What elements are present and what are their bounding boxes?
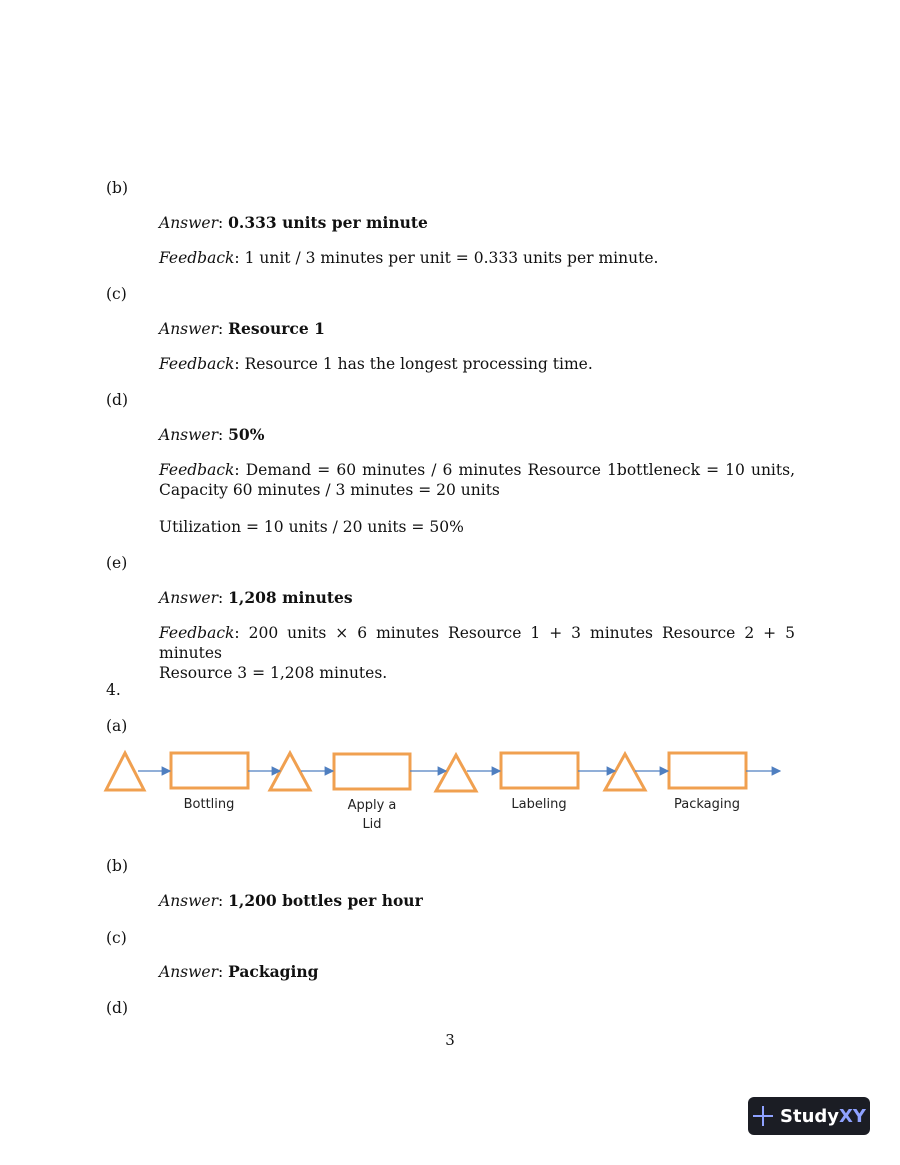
feedback-prefix: Feedback xyxy=(159,355,235,373)
part-label-a: (a) xyxy=(106,717,128,735)
answer-value: 0.333 units per minute xyxy=(228,213,428,232)
step-label-apply-lid: Apply a xyxy=(347,798,397,813)
feedback-line: Feedback: Resource 1 has the longest processing time. xyxy=(159,355,593,373)
answer-line: Answer: Packaging xyxy=(159,962,319,981)
part-label-d: (d) xyxy=(106,391,129,409)
process-flow-diagram xyxy=(100,742,790,842)
step-label-labeling: Labeling xyxy=(511,797,567,812)
answer-line: Answer: 1,208 minutes xyxy=(159,588,353,607)
feedback-line-1: Feedback: 200 units × 6 minutes Resource 1 + 3 minutes Resource 2 + 5 minutes xyxy=(159,624,795,662)
answer-prefix: Answer xyxy=(159,963,218,981)
answer-prefix: Answer xyxy=(159,320,218,338)
feedback-paragraph xyxy=(159,460,795,500)
feedback-line: Feedback: 1 unit / 3 minutes per unit = 0.333 units per minute. xyxy=(159,249,659,267)
inventory-triangle xyxy=(605,754,645,790)
feedback-text: 1 unit / 3 minutes per unit = 0.333 units per minute. xyxy=(244,249,659,267)
feedback-paragraph xyxy=(159,623,795,683)
feedback-prefix: Feedback xyxy=(159,624,235,642)
feedback-prefix: Feedback xyxy=(159,461,235,479)
answer-value: Resource 1 xyxy=(228,319,325,338)
answer-value: 1,208 minutes xyxy=(228,588,353,607)
plus-icon xyxy=(752,1105,774,1127)
answer-prefix: Answer xyxy=(159,426,218,444)
part-label-b: (b) xyxy=(106,857,129,875)
part-label-b: (b) xyxy=(106,179,129,197)
answer-prefix: Answer xyxy=(159,589,218,607)
answer-value: 50% xyxy=(228,425,265,444)
answer-line: Answer: Resource 1 xyxy=(159,319,325,338)
answer-value: Packaging xyxy=(228,962,319,981)
feedback-line-2: Capacity 60 minutes / 3 minutes = 20 units xyxy=(159,481,500,499)
step-label-apply-lid-line2: Lid xyxy=(362,817,382,832)
studyxy-badge[interactable] xyxy=(748,1097,870,1135)
feedback-text: Resource 1 has the longest processing time. xyxy=(244,355,593,373)
step-label-bottling: Bottling xyxy=(183,797,235,812)
answer-prefix: Answer xyxy=(159,892,218,910)
answer-line: Answer: 0.333 units per minute xyxy=(159,213,428,232)
answer-line: Answer: 50% xyxy=(159,425,265,444)
feedback-prefix: Feedback xyxy=(159,249,235,267)
process-box-apply-lid xyxy=(334,754,410,789)
part-label-c: (c) xyxy=(106,929,127,947)
brand-accent: XY xyxy=(839,1105,866,1127)
process-box-packaging xyxy=(669,753,746,788)
utilization-line: Utilization = 10 units / 20 units = 50% xyxy=(159,518,464,536)
answer-value: 1,200 bottles per hour xyxy=(228,891,423,910)
process-box-bottling xyxy=(171,753,248,788)
page-number: 3 xyxy=(445,1031,455,1049)
part-label-e: (e) xyxy=(106,554,128,572)
brand-name xyxy=(780,1106,866,1127)
answer-line: Answer: 1,200 bottles per hour xyxy=(159,891,423,910)
feedback-text: Demand = 60 minutes / 6 minutes Resource 1bottleneck = 10 units, xyxy=(245,461,795,479)
part-label-c: (c) xyxy=(106,285,127,303)
process-box-labeling xyxy=(501,753,578,788)
inventory-triangle xyxy=(436,755,476,791)
part-label-d: (d) xyxy=(106,999,129,1017)
feedback-line-1: Feedback: Demand = 60 minutes / 6 minutes Resource 1bottleneck = 10 units, xyxy=(159,461,795,479)
question-number: 4. xyxy=(106,681,121,699)
feedback-line-2: Resource 3 = 1,208 minutes. xyxy=(159,664,388,682)
brand-main: Study xyxy=(780,1105,840,1127)
answer-prefix: Answer xyxy=(159,214,218,232)
step-label-packaging: Packaging xyxy=(674,797,740,812)
feedback-text: 200 units × 6 minutes Resource 1 + 3 minutes Resource 2 + 5 minutes xyxy=(159,624,795,662)
